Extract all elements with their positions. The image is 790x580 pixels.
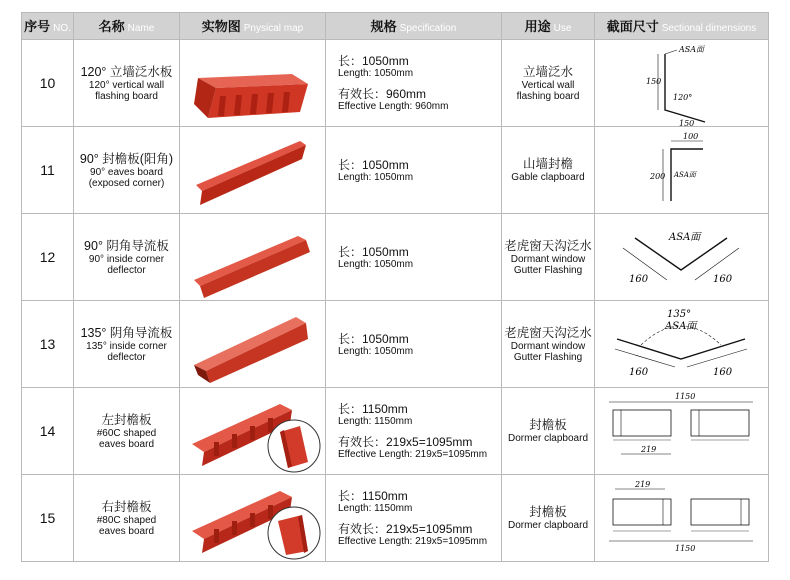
use-cell — [502, 127, 595, 214]
dim-label-segment: 219 — [641, 445, 657, 454]
spec-length-en: Length: 1150mm — [338, 416, 413, 427]
product-photo — [180, 301, 326, 388]
left-eaves-board-image — [180, 388, 326, 474]
row-number: 11 — [22, 127, 74, 214]
product-name-zh: 120° 立墙泛水板 — [80, 64, 173, 79]
dim-label-right: 160 — [713, 274, 733, 285]
use-en-1: Dormant window — [510, 340, 586, 352]
spec-effective-en: Effective Length: 960mm — [338, 101, 449, 112]
use-en-1: Dormant window — [510, 253, 586, 265]
row-number: 14 — [22, 388, 74, 475]
use-zh: 立墙泛水 — [522, 64, 573, 79]
flashing-board-image — [180, 40, 326, 126]
section-diagram-left-eaves — [595, 388, 769, 474]
header-name — [74, 13, 180, 40]
header-dims-en: Sectional dimensions — [661, 23, 757, 34]
dim-label-total: 1150 — [675, 392, 696, 401]
product-name-zh: 左封檐板 — [101, 412, 152, 427]
spec-length-zh: 长：1050mm — [338, 157, 409, 172]
row-number: 10 — [22, 40, 74, 127]
product-name-cell — [74, 214, 180, 301]
product-photo — [180, 214, 326, 301]
spec-cell — [326, 214, 502, 301]
use-zh: 封檐板 — [529, 418, 567, 432]
product-table — [21, 12, 769, 562]
header-dims — [595, 13, 769, 40]
product-name-en-1: 120° vertical wall — [88, 79, 165, 91]
product-name-en-1: 90° inside corner — [88, 253, 165, 265]
product-name-en-2: (exposed corner) — [88, 177, 165, 189]
header-photo-zh: 实物图 — [201, 19, 241, 34]
header-no-en: NO. — [53, 23, 71, 34]
section-drawing — [595, 301, 769, 388]
dim-label-total: 1150 — [675, 544, 696, 553]
spec-length-en: Length: 1050mm — [338, 258, 414, 270]
spec-cell — [326, 388, 502, 475]
use-cell — [502, 214, 595, 301]
header-row — [22, 13, 769, 40]
product-photo — [180, 475, 326, 562]
header-use-en: Use — [553, 23, 572, 34]
use-en-1: Gable clapboard — [511, 172, 585, 183]
product-name-en-1: #60C shaped — [96, 427, 157, 439]
dim-label-segment: 219 — [635, 480, 651, 489]
spec-length-en: Length: 1050mm — [338, 171, 414, 183]
table-row — [22, 214, 769, 301]
product-name-en-2: eaves board — [98, 438, 155, 450]
product-name-zh: 135° 阴角导流板 — [80, 325, 173, 340]
header-photo-en: Pnysical map — [243, 23, 304, 34]
dim-label-surface: ASA面 — [665, 321, 697, 332]
product-name-en-1: #80C shaped — [96, 514, 157, 526]
dim-label-side: 200 — [650, 172, 666, 181]
section-drawing — [595, 40, 769, 127]
spec-length-zh: 长：1050mm — [338, 54, 409, 68]
product-name-zh: 90° 阴角导流板 — [84, 238, 169, 253]
table-row — [22, 127, 769, 214]
product-name-zh: 右封檐板 — [101, 499, 152, 514]
spec-length-en: Length: 1050mm — [338, 68, 414, 79]
header-name-zh: 名称 — [98, 19, 125, 34]
table-row — [22, 301, 769, 388]
product-name-zh: 90° 封檐板(阳角) — [79, 151, 174, 166]
product-name-en-2: flashing board — [95, 90, 158, 102]
product-photo — [180, 388, 326, 475]
dim-label-side: 150 — [646, 77, 662, 86]
dim-label-top: 100 — [683, 132, 699, 141]
spec-effective-en: Effective Length: 219x5=1095mm — [338, 536, 488, 547]
section-drawing — [595, 475, 769, 562]
use-cell — [502, 301, 595, 388]
header-name-en: Name — [127, 23, 155, 34]
spec-effective-en: Effective Length: 219x5=1095mm — [338, 449, 488, 460]
section-diagram-90-eaves — [595, 127, 769, 213]
product-name-en-1: 135° inside corner — [86, 340, 167, 352]
section-diagram-right-eaves — [595, 475, 769, 561]
dim-label-right: 160 — [713, 367, 733, 378]
use-en-1: Vertical wall — [521, 79, 575, 91]
dim-label-angle: 120° — [673, 93, 693, 102]
spec-length-en: Length: 1050mm — [338, 345, 414, 357]
product-name-cell — [74, 40, 180, 127]
use-en-1: Dormer clapboard — [507, 433, 589, 444]
dim-label-surface: ASA面 — [679, 45, 705, 54]
section-diagram-120 — [595, 40, 769, 126]
header-spec — [326, 13, 502, 40]
use-en-2: flashing board — [516, 90, 580, 102]
spec-effective-zh: 有效长：219x5=1095mm — [338, 435, 473, 449]
row-number: 15 — [22, 475, 74, 562]
product-photo — [180, 40, 326, 127]
use-cell — [502, 475, 595, 562]
inside-corner-135-image — [180, 301, 326, 387]
product-name-cell — [74, 388, 180, 475]
section-drawing — [595, 127, 769, 214]
spec-length-en: Length: 1150mm — [338, 503, 413, 514]
dim-label-left: 160 — [629, 367, 649, 378]
spec-cell — [326, 127, 502, 214]
spec-length-zh: 长：1150mm — [338, 489, 408, 503]
header-spec-zh: 规格 — [370, 19, 397, 34]
row-number: 13 — [22, 301, 74, 388]
header-use-zh: 用途 — [524, 19, 551, 34]
use-cell — [502, 388, 595, 475]
row-number: 12 — [22, 214, 74, 301]
spec-cell — [326, 475, 502, 562]
spec-length-zh: 长：1050mm — [338, 331, 409, 346]
dim-label-surface: ASA面 — [669, 232, 701, 243]
section-drawing — [595, 214, 769, 301]
spec-cell — [326, 301, 502, 388]
product-name-cell — [74, 301, 180, 388]
spec-length-zh: 长：1050mm — [338, 244, 409, 259]
use-cell — [502, 40, 595, 127]
header-dims-zh: 截面尺寸 — [606, 19, 659, 34]
table-row — [22, 475, 769, 562]
section-diagram-135-corner — [595, 301, 769, 387]
header-photo — [180, 13, 326, 40]
product-name-en-2: eaves board — [98, 525, 155, 537]
product-name-cell — [74, 127, 180, 214]
use-zh: 老虎窗天沟泛水 — [504, 325, 592, 340]
use-en-1: Dormer clapboard — [507, 520, 589, 531]
dim-label-surface: ASA面 — [674, 171, 696, 179]
inside-corner-90-image — [180, 214, 326, 300]
dim-label-angle: 135° — [667, 309, 692, 320]
table-row — [22, 388, 769, 475]
header-use — [502, 13, 595, 40]
product-photo — [180, 127, 326, 214]
right-eaves-board-image — [180, 475, 326, 561]
product-name-en-2: deflector — [107, 264, 146, 276]
spec-effective-zh: 有效长：960mm — [338, 87, 427, 101]
spec-length-zh: 长：1150mm — [338, 402, 408, 416]
spec-cell — [326, 40, 502, 127]
header-no-zh: 序号 — [24, 19, 51, 34]
eaves-board-image — [180, 127, 326, 213]
section-drawing — [595, 388, 769, 475]
product-name-cell — [74, 475, 180, 562]
use-zh: 山墙封檐 — [522, 157, 573, 171]
section-diagram-90-corner — [595, 214, 769, 300]
table-row — [22, 40, 769, 127]
header-spec-en: Specification — [399, 23, 457, 34]
product-name-en-1: 90° eaves board — [90, 166, 163, 178]
use-en-2: Gutter Flashing — [513, 264, 583, 276]
product-name-en-2: deflector — [107, 351, 146, 363]
use-zh: 老虎窗天沟泛水 — [504, 238, 592, 253]
spec-effective-zh: 有效长：219x5=1095mm — [338, 522, 473, 536]
dim-label-bottom: 150 — [679, 119, 695, 126]
use-zh: 封檐板 — [529, 505, 567, 519]
header-no — [22, 13, 74, 40]
dim-label-left: 160 — [629, 274, 649, 285]
use-en-2: Gutter Flashing — [513, 351, 583, 363]
product-table-wrapper — [21, 12, 768, 562]
